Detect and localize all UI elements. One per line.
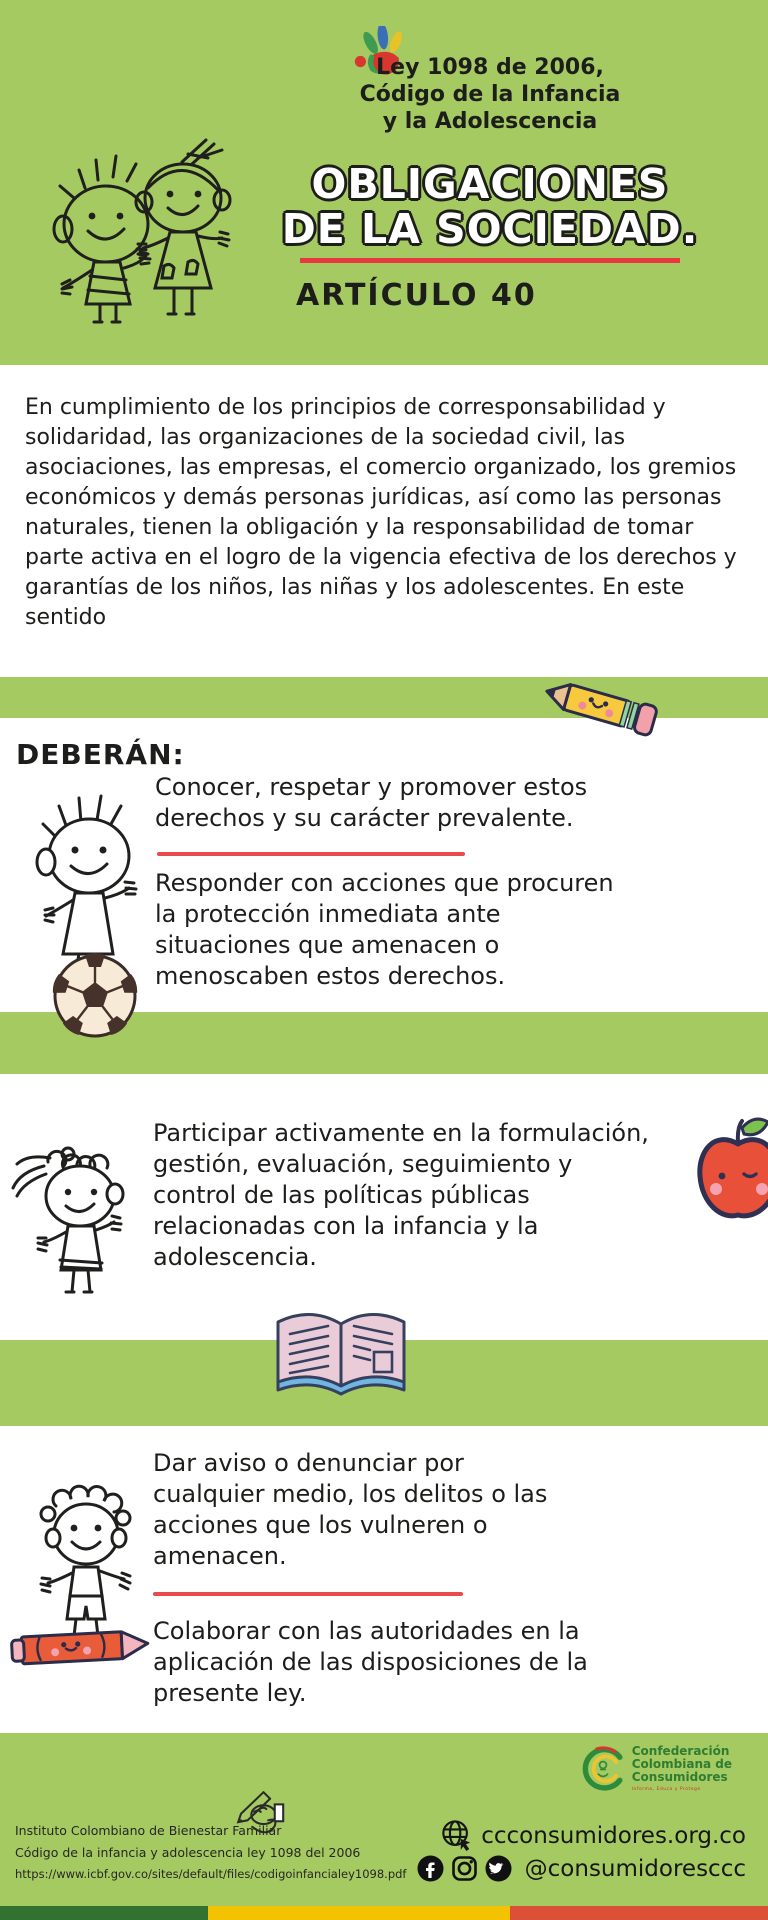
girl-illustration bbox=[8, 1122, 143, 1302]
obligations-heading: DEBERÁN: bbox=[16, 738, 185, 771]
law-title-line3: y la Adolescencia bbox=[382, 109, 598, 134]
pencil-icon bbox=[536, 678, 666, 748]
kids-doodle-illustration bbox=[30, 132, 235, 328]
footer-color-stripe bbox=[0, 1906, 768, 1920]
website-row bbox=[441, 1819, 746, 1853]
facebook-icon bbox=[417, 1855, 444, 1882]
title-underline bbox=[300, 258, 680, 263]
instagram-icon bbox=[451, 1855, 478, 1882]
page-title bbox=[210, 162, 768, 252]
page-title-line1: OBLIGACIONES bbox=[311, 160, 669, 208]
obligation-item-4: Dar aviso o denunciar por cualquier medio, los delitos o las acciones que los vulneren o amenacen. bbox=[153, 1449, 548, 1570]
law-title-line2: Código de la Infancia bbox=[359, 82, 621, 107]
stripe-yellow-segment bbox=[208, 1906, 510, 1920]
globe-icon bbox=[441, 1819, 473, 1853]
obligation-item-5: Colaborar con las autoridades en la aplicación de las disposiciones de la presente ley. bbox=[153, 1617, 588, 1707]
footer-section bbox=[0, 1733, 768, 1906]
open-book-icon bbox=[266, 1302, 416, 1406]
page-title-line2: DE LA SOCIEDAD. bbox=[281, 205, 699, 253]
source-url: https://www.icbf.gov.co/sites/default/files/codigoinfancialey1098.pdf bbox=[15, 1867, 407, 1881]
source-line-2: Código de la infancia y adolescencia ley 1098 del 2006 bbox=[15, 1845, 361, 1860]
obligation-item-3: Participar activamente en la formulación, gestión, evaluación, seguimiento y control de las políticas públicas relacionadas con la infancia y la adolescencia. bbox=[153, 1119, 649, 1271]
ccc-logo-line1: Confederación bbox=[631, 1743, 730, 1758]
boy-with-soccer-ball-illustration bbox=[15, 792, 175, 1038]
social-row bbox=[417, 1855, 746, 1882]
confederacion-colombiana-consumidores-logo bbox=[580, 1743, 626, 1793]
intro-paragraph: En cumplimiento de los principios de corresponsabilidad y solidaridad, las organizaciones de la sociedad civil, las asociaciones, las empresas, el comercio organizado, los gremios económicos y demás personas jurídicas, así como las personas naturales, tienen la obligación y la responsabilidad de tomar parte activa en el logro de la vigencia efectiva de los derechos y garantías de los niños, las niñas y los adolescentes. En este sentido bbox=[25, 395, 737, 630]
social-handle: @consumidoresccc bbox=[524, 1855, 746, 1882]
twitter-icon bbox=[485, 1855, 512, 1882]
apple-icon bbox=[692, 1112, 768, 1232]
law-title-line1: Ley 1098 de 2006, bbox=[376, 55, 604, 80]
header-section bbox=[0, 0, 768, 365]
crayon-icon bbox=[11, 1630, 148, 1664]
obligation-item-1: Conocer, respetar y promover estos derechos y su carácter prevalente. bbox=[155, 773, 588, 832]
ccc-logo-tagline: Informa, Educa y Protege bbox=[631, 1786, 701, 1792]
boy-on-crayon-illustration bbox=[8, 1474, 158, 1672]
source-line-1: Instituto Colombiano de Bienestar Familiar bbox=[15, 1823, 282, 1838]
ccc-logo-line2: Colombiana de bbox=[631, 1756, 732, 1771]
ccc-logo-block bbox=[580, 1743, 732, 1793]
stripe-red-segment bbox=[510, 1906, 768, 1920]
soccer-ball-icon bbox=[51, 953, 139, 1037]
article-heading: ARTÍCULO 40 bbox=[296, 278, 537, 313]
obligation-item-2: Responder con acciones que procuren la protección inmediata ante situaciones que amenacen o menoscaben estos derechos. bbox=[155, 869, 614, 990]
stripe-green-segment bbox=[0, 1906, 208, 1920]
website-url: ccconsumidores.org.co bbox=[481, 1823, 746, 1849]
ccc-logo-line3: Consumidores bbox=[631, 1769, 728, 1784]
red-divider-2 bbox=[153, 1592, 463, 1596]
law-title bbox=[340, 54, 640, 135]
red-divider-1 bbox=[157, 852, 465, 856]
